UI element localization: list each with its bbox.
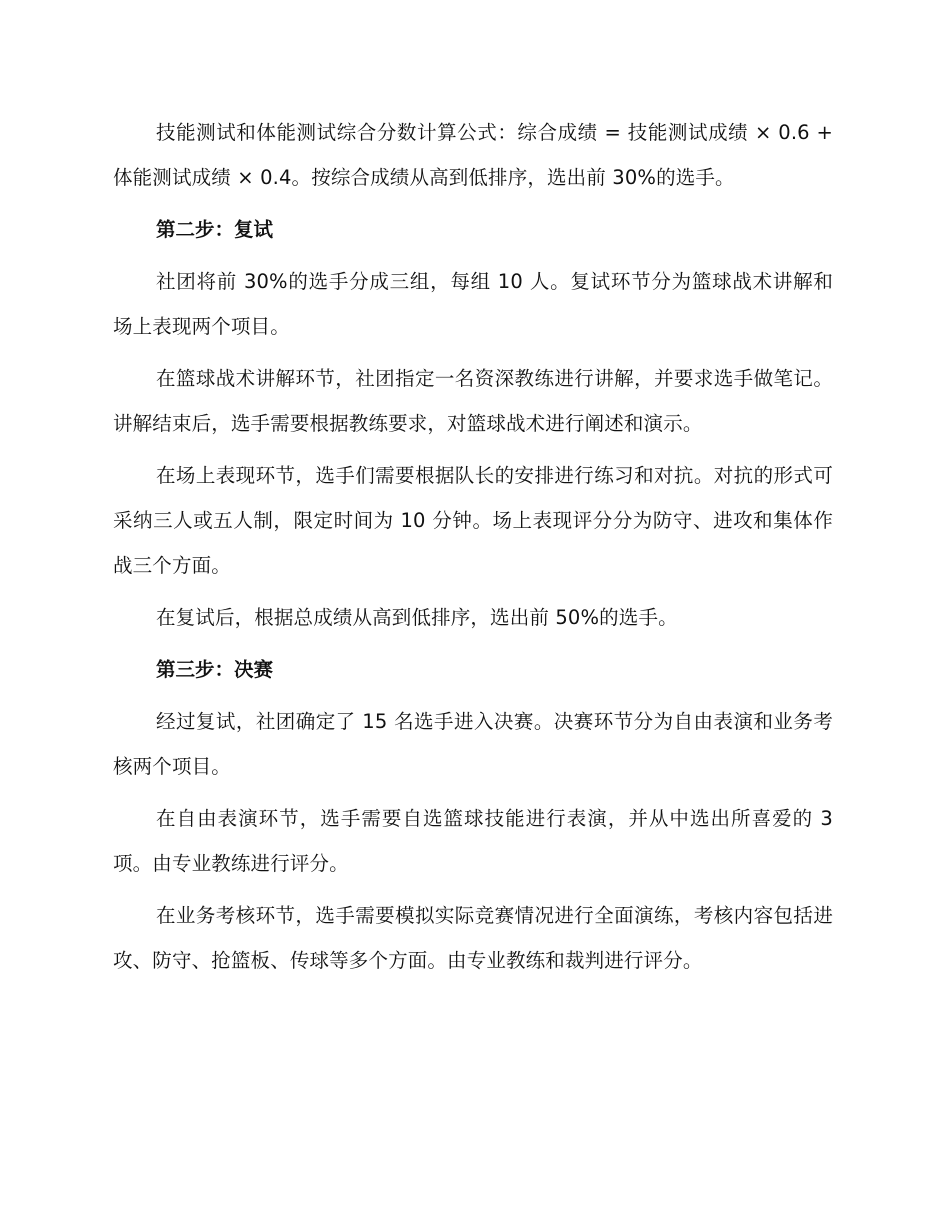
rematch-intro-paragraph: 社团将前 30%的选手分成三组，每组 10 人。复试环节分为篮球战术讲解和场上表现两个项目。	[113, 270, 833, 338]
final-intro-paragraph: 经过复试，社团确定了 15 名选手进入决赛。决赛环节分为自由表演和业务考核两个项目。	[113, 710, 833, 778]
section-heading-step-three: 第三步：决赛	[156, 658, 274, 681]
document-page	[113, 110, 833, 990]
formula-paragraph: 技能测试和体能测试综合分数计算公式：综合成绩 = 技能测试成绩 × 0.6 + 体能测试成绩 × 0.4。按综合成绩从高到低排序，选出前 30%的选手。	[113, 121, 833, 189]
rematch-result-paragraph: 在复试后，根据总成绩从高到低排序，选出前 50%的选手。	[156, 606, 678, 629]
tactics-paragraph: 在篮球战术讲解环节，社团指定一名资深教练进行讲解，并要求选手做笔记。讲解结束后，选手需要根据教练要求，对篮球战术进行阐述和演示。	[113, 367, 833, 435]
court-performance-paragraph: 在场上表现环节，选手们需要根据队长的安排进行练习和对抗。对抗的形式可采纳三人或五人制，限定时间为 10 分钟。场上表现评分分为防守、进攻和集体作战三个方面。	[113, 464, 833, 577]
section-heading-step-two: 第二步：复试	[156, 218, 274, 241]
assessment-paragraph: 在业务考核环节，选手需要模拟实际竞赛情况进行全面演练，考核内容包括进攻、防守、抢篮板、传球等多个方面。由专业教练和裁判进行评分。	[113, 904, 833, 972]
free-performance-paragraph: 在自由表演环节，选手需要自选篮球技能进行表演，并从中选出所喜爱的 3 项。由专业教练进行评分。	[113, 807, 833, 875]
